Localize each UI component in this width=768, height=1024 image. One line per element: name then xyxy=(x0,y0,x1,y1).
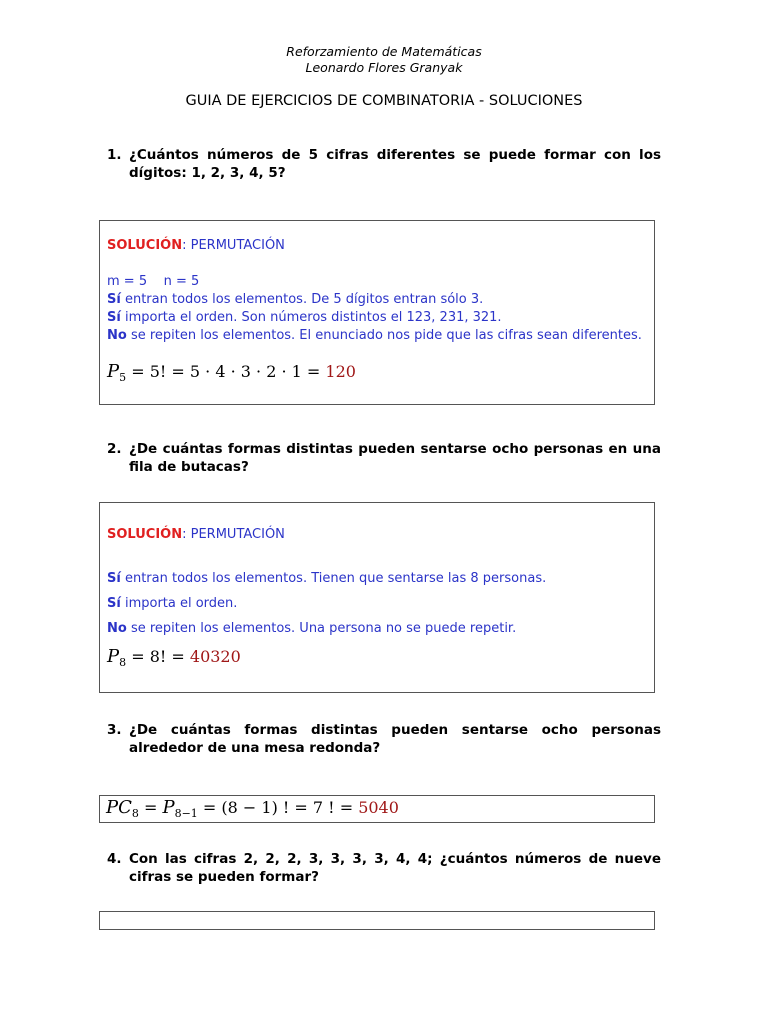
solution-item: No se repiten los elementos. El enunciado nos pide que las cifras sean diferentes. xyxy=(107,328,642,343)
question-1 xyxy=(107,146,661,182)
solution-item: Sí entran todos los elementos. De 5 dígitos entran sólo 3. xyxy=(107,292,484,307)
solution-type: : PERMUTACIÓN xyxy=(182,238,285,253)
solution-formula: $PC_8 = P_{8-1} = (8 - 1)$ ! = 7 ! = 5040 xyxy=(106,797,399,821)
solution-item: Sí entran todos los elementos. Tienen que sentarse las 8 personas. xyxy=(107,571,547,586)
answer-box-4 xyxy=(99,911,655,930)
page-title: GUIA DE EJERCICIOS DE COMBINATORIA - SOLUCIONES xyxy=(185,93,583,109)
solution-params: m = 5 n = 5 xyxy=(107,274,200,289)
formula-result: 120 xyxy=(325,362,356,381)
formula-result: 40320 xyxy=(189,647,241,666)
header-course: Reforzamiento de Matemáticas xyxy=(286,44,482,59)
question-text: ¿De cuántas formas distintas pueden sentarse ocho personas en una fila de butacas? xyxy=(129,441,661,475)
question-4 xyxy=(107,850,661,886)
solution-box-2 xyxy=(99,502,655,693)
question-number: 3. xyxy=(107,722,122,738)
question-number: 4. xyxy=(107,851,122,867)
question-text: ¿De cuántas formas distintas pueden sentarse ocho personas alrededor de una mesa redonda? xyxy=(129,722,661,756)
solution-heading xyxy=(107,526,647,544)
question-number: 2. xyxy=(107,441,122,457)
question-2 xyxy=(107,440,661,476)
question-number: 1. xyxy=(107,147,122,163)
solution-label: SOLUCIÓN xyxy=(107,527,183,542)
solution-type: : PERMUTACIÓN xyxy=(182,527,285,542)
solution-item: Sí importa el orden. Son números distintos el 123, 231, 321. xyxy=(107,310,502,325)
question-3 xyxy=(107,721,661,757)
question-text: Con las cifras 2, 2, 2, 3, 3, 3, 3, 4, 4; ¿cuántos números de nueve cifras se pueden formar? xyxy=(129,851,661,885)
formula-result: 5040 xyxy=(358,798,399,817)
formula-box-3 xyxy=(99,795,655,823)
solution-label: SOLUCIÓN xyxy=(107,238,183,253)
solution-box-1 xyxy=(99,220,655,405)
solution-heading xyxy=(107,237,647,255)
solution-formula: $P_8 = 8$! = 40320 xyxy=(107,646,241,670)
header-author: Leonardo Flores Granyak xyxy=(305,60,463,75)
solution-item: Sí importa el orden. xyxy=(107,596,238,611)
question-text: ¿Cuántos números de 5 cifras diferentes se puede formar con los dígitos: 1, 2, 3, 4, 5? xyxy=(129,147,661,181)
solution-formula: $P_5 = 5$! = 5 · 4 · 3 · 2 · 1 = 120 xyxy=(107,361,356,385)
solution-item: No se repiten los elementos. Una persona no se puede repetir. xyxy=(107,621,517,636)
